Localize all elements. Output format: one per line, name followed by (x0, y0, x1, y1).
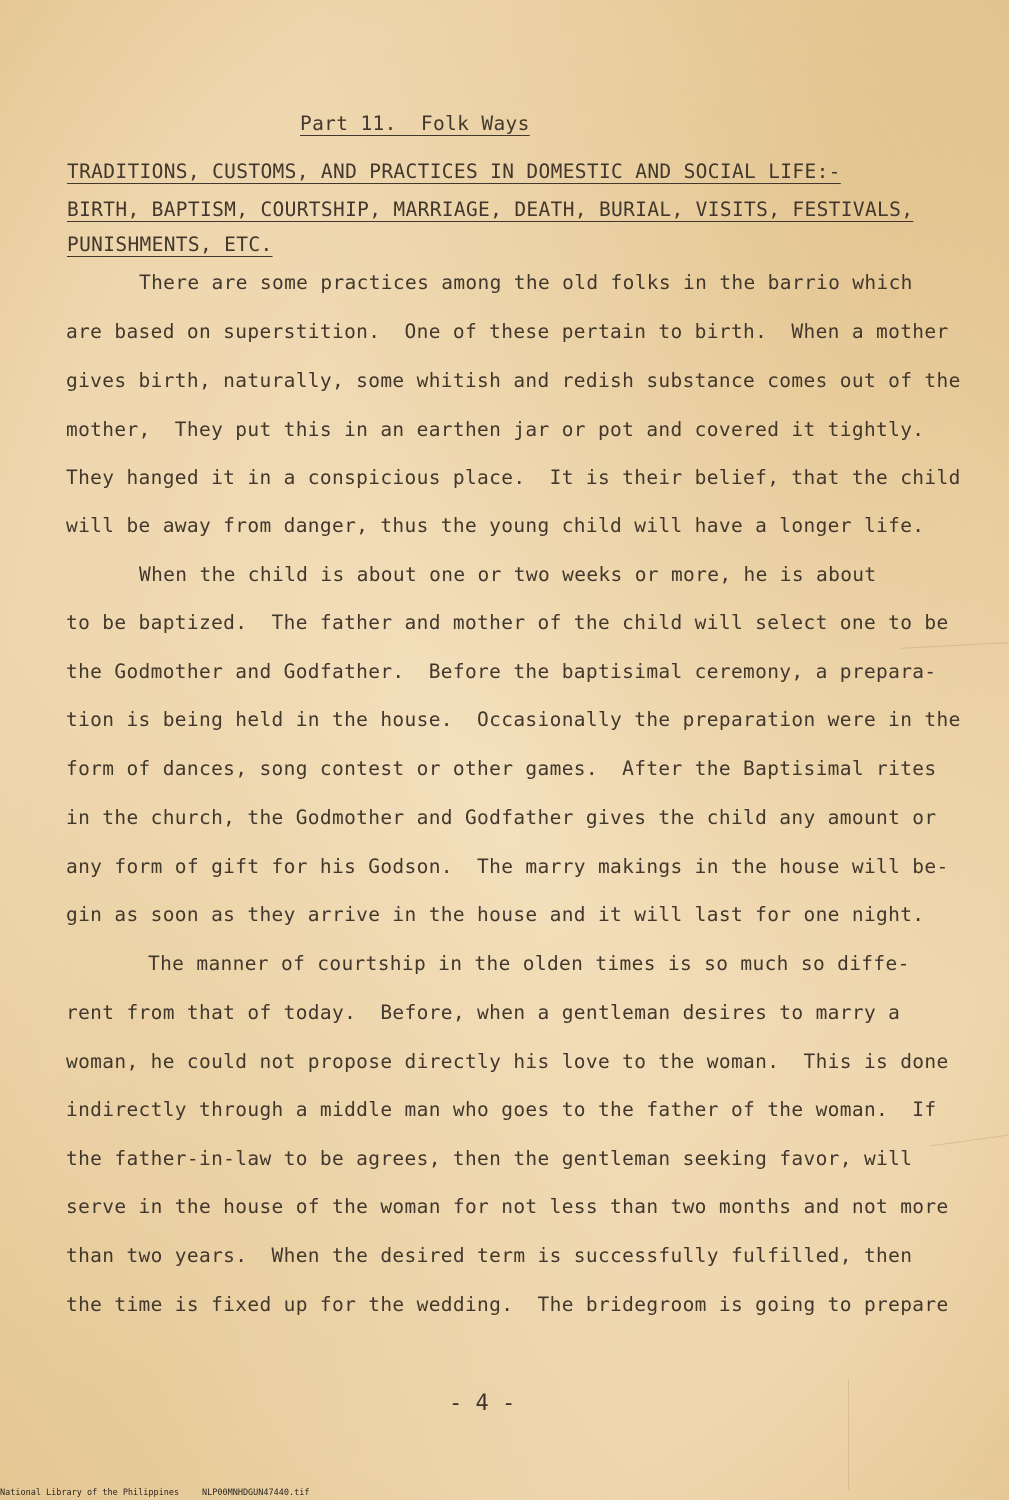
body-line: gives birth, naturally, some whitish and redish substance comes out of the (66, 369, 961, 392)
body-line: mother, They put this in an earthen jar or pot and covered it tightly. (66, 418, 925, 441)
footer-filename: NLP00MNHDGUN47440.tif (202, 1488, 310, 1498)
section-heading-line: TRADITIONS, CUSTOMS, AND PRACTICES IN DOMESTIC AND SOCIAL LIFE:- (67, 160, 841, 183)
body-line: the time is fixed up for the wedding. The bridegroom is going to prepare (66, 1293, 949, 1316)
body-line: woman, he could not propose directly his love to the woman. This is done (66, 1050, 949, 1073)
body-line: than two years. When the desired term is successfully fulfilled, then (66, 1244, 913, 1267)
body-line: in the church, the Godmother and Godfather gives the child any amount or (66, 806, 937, 829)
body-line: to be baptized. The father and mother of the child will select one to be (66, 611, 949, 634)
paper-crease (930, 1135, 1008, 1147)
body-line: The manner of courtship in the olden times is so much so diffe- (148, 952, 910, 975)
body-line: rent from that of today. Before, when a gentleman desires to marry a (66, 1001, 901, 1024)
body-line: When the child is about one or two weeks or more, he is about (139, 563, 877, 586)
body-line: indirectly through a middle man who goes to the father of the woman. If (66, 1098, 937, 1121)
part-title: Part 11. Folk Ways (300, 112, 530, 135)
body-line: will be away from danger, thus the young child will have a longer life. (66, 514, 925, 537)
paper-crease (900, 642, 1009, 649)
body-line: are based on superstition. One of these pertain to birth. When a mother (66, 320, 949, 343)
body-line: They hanged it in a conspicious place. It is their belief, that the child (66, 466, 961, 489)
body-line: the Godmother and Godfather. Before the baptisimal ceremony, a prepara- (66, 660, 937, 683)
body-line: gin as soon as they arrive in the house and it will last for one night. (66, 903, 925, 926)
section-heading-line: BIRTH, BAPTISM, COURTSHIP, MARRIAGE, DEATH, BURIAL, VISITS, FESTIVALS, (67, 198, 914, 221)
footer-library: National Library of the Philippines (0, 1488, 180, 1498)
body-line: serve in the house of the woman for not less than two months and not more (66, 1195, 949, 1218)
section-heading-line: PUNISHMENTS, ETC. (67, 233, 273, 256)
body-line: tion is being held in the house. Occasionally the preparation were in the (66, 708, 961, 731)
page-number: - 4 - (449, 1391, 516, 1416)
body-line: There are some practices among the old folks in the barrio which (139, 271, 913, 294)
paper-crease (848, 1380, 849, 1490)
body-line: the father-in-law to be agrees, then the gentleman seeking favor, will (66, 1147, 913, 1170)
body-line: any form of gift for his Godson. The marry makings in the house will be- (66, 855, 949, 878)
body-line: form of dances, song contest or other games. After the Baptisimal rites (66, 757, 937, 780)
